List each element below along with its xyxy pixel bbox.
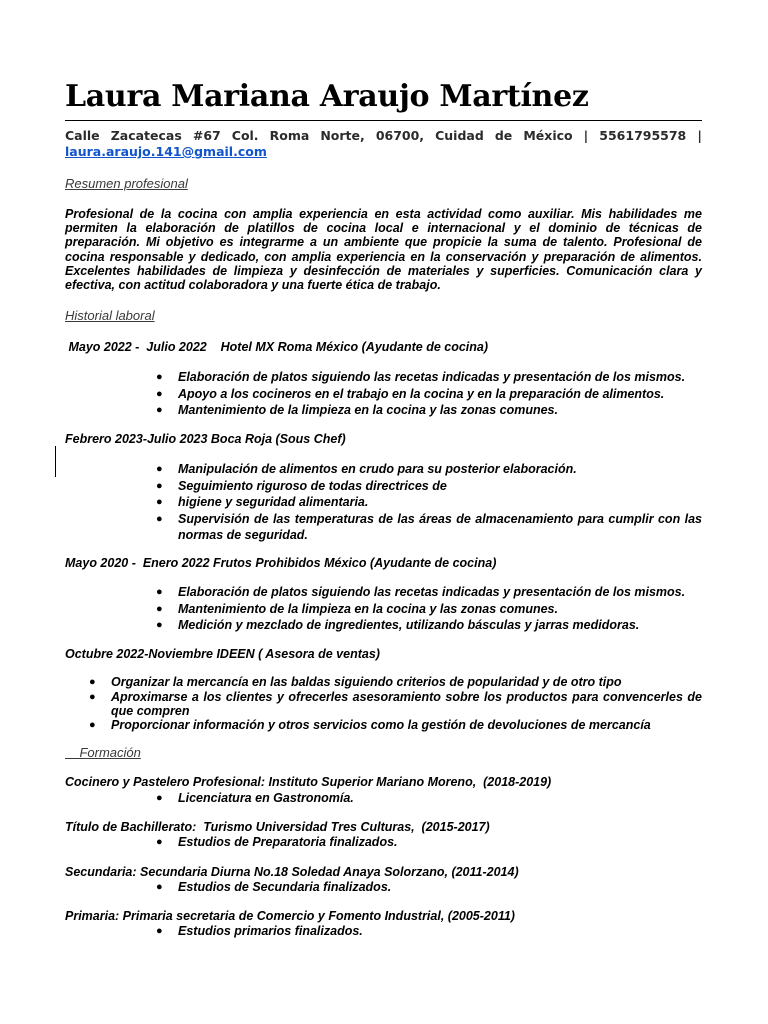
bullet-dot: ● (156, 792, 163, 804)
bullet-dot: ● (156, 496, 163, 508)
job-bullet-list (156, 461, 702, 544)
bullet-dot: ● (156, 586, 163, 598)
contact-word: Cuidad (435, 128, 484, 143)
job-bullet-list (156, 584, 702, 634)
bullet-text: Estudios de Secundaria finalizados. (178, 880, 392, 894)
list-item (156, 584, 702, 601)
contact-word: Col. (231, 128, 259, 143)
bullet-text: Apoyo a los cocineros en el trabajo en la cocina y en la preparación de alimentos. (178, 386, 665, 401)
bullet-dot: ● (156, 836, 163, 848)
contact-word: México (523, 128, 573, 143)
summary-text: Profesional de la cocina con amplia experiencia en esta actividad como auxiliar. Mis habilidades me permiten la elaboración de platillos de cocina local e internacional y el dominio de técnicas de preparación. Mi objetivo es integrarme a un ambiente que propicie la suma de talento. Profesional de cocina responsable y dedicado, con amplia experiencia en la conservación y preparación de alimentos. Excelentes habilidades de limpieza y desinfección de materiales y superficies. Comunicación clara y efectiva, con actitud colaboradora y una fuerte ética de trabajo. (65, 207, 702, 293)
education-bullet-list (156, 834, 702, 851)
history-heading: Historial laboral (65, 308, 155, 323)
bullet-dot: ● (156, 387, 163, 400)
bullet-dot: ● (89, 676, 96, 688)
list-item (156, 386, 702, 403)
contact-separator: | (697, 128, 702, 143)
list-item (89, 675, 702, 689)
bullet-text: Mantenimiento de la limpieza en la cocina y las zonas comunes. (178, 403, 558, 417)
list-item (89, 718, 702, 732)
list-item (156, 461, 702, 478)
bullet-dot: ● (156, 881, 163, 893)
bullet-dot: ● (89, 719, 96, 731)
bullet-dot: ● (156, 512, 163, 525)
education-title: Cocinero y Pastelero Profesional: Instituto Superior Mariano Moreno, (2018-2019) (65, 775, 552, 789)
bullet-text: higiene y seguridad alimentaria. (178, 495, 369, 509)
bullet-text: Manipulación de alimentos en crudo para su posterior elaboración. (178, 462, 577, 476)
bullet-text: Medición y mezclado de ingredientes, utilizando básculas y jarras medidoras. (178, 618, 640, 632)
list-item (156, 923, 702, 940)
contact-word: de (494, 128, 513, 143)
job-title: Octubre 2022-Noviembre IDEEN ( Asesora de ventas) (65, 647, 380, 661)
bullet-dot: ● (156, 371, 163, 383)
contact-word: Zacatecas (110, 128, 182, 143)
list-item (156, 478, 702, 495)
bullet-dot: ● (156, 463, 163, 475)
job-bullet-list (89, 675, 702, 733)
bullet-text: Estudios de Preparatoria finalizados. (178, 835, 398, 849)
contact-word: Norte, (320, 128, 365, 143)
education-bullet-list (156, 923, 702, 940)
summary-heading: Resumen profesional (65, 176, 188, 191)
bullet-text: Licenciatura en Gastronomía. (178, 791, 354, 805)
contact-block (65, 128, 702, 160)
education-title: Secundaria: Secundaria Diurna No.18 Soledad Anaya Solorzano, (2011-2014) (65, 865, 519, 879)
bullet-dot: ● (156, 404, 163, 416)
education-title: Primaria: Primaria secretaria de Comercio y Fomento Industrial, (2005-2011) (65, 909, 515, 923)
bullet-text: Elaboración de platos siguiendo las recetas indicadas y presentación de los mismos. (178, 370, 686, 384)
bullet-text: Proporcionar información y otros servicios como la gestión de devoluciones de mercancía (111, 718, 651, 732)
bullet-dot: ● (156, 602, 163, 615)
list-item (156, 879, 702, 896)
list-item (156, 369, 702, 386)
bullet-dot: ● (156, 619, 163, 631)
job-bullet-list (156, 369, 702, 419)
bullet-dot: ● (89, 690, 96, 703)
education-title: Título de Bachillerato: Turismo Universidad Tres Culturas, (2015-2017) (65, 820, 490, 834)
bullet-text: Elaboración de platos siguiendo las recetas indicadas y presentación de los mismos. (178, 585, 686, 599)
contact-phone: 5561795578 (599, 128, 687, 143)
header-divider (65, 120, 702, 121)
list-item (156, 834, 702, 851)
text-cursor (55, 446, 56, 477)
list-item (156, 617, 702, 634)
contact-word: 06700, (375, 128, 425, 143)
list-item (156, 494, 702, 511)
education-bullet-list (156, 879, 702, 896)
contact-line (65, 128, 702, 144)
bullet-text: Estudios primarios finalizados. (178, 924, 363, 938)
bullet-text: Organizar la mercancía en las baldas siguiendo criterios de popularidad y de otro tipo (111, 675, 622, 689)
list-item (156, 790, 702, 807)
job-title: Febrero 2023-Julio 2023 Boca Roja (Sous Chef) (65, 432, 346, 446)
list-item (89, 689, 702, 718)
contact-word: #67 (192, 128, 221, 143)
education-bullet-list (156, 790, 702, 807)
email-link[interactable]: laura.araujo.141@gmail.com (65, 144, 267, 159)
contact-word: Calle (65, 128, 100, 143)
bullet-dot: ● (156, 925, 163, 937)
contact-word: Roma (269, 128, 310, 143)
bullet-text: Seguimiento riguroso de todas directrices de (178, 478, 447, 493)
bullet-text: Mantenimiento de la limpieza en la cocina y las zonas comunes. (178, 601, 558, 616)
bullet-dot: ● (156, 479, 163, 492)
job-title: Mayo 2020 - Enero 2022 Frutos Prohibidos México (Ayudante de cocina) (65, 556, 497, 570)
bullet-text: Aproximarse a los clientes y ofrecerles asesoramiento sobre los productos para convencerles de que compren (111, 689, 702, 718)
contact-separator: | (583, 128, 589, 143)
job-title: Mayo 2022 - Julio 2022 Hotel MX Roma México (Ayudante de cocina) (65, 340, 489, 354)
list-item (156, 402, 702, 419)
bullet-text: Supervisión de las temperaturas de las áreas de almacenamiento para cumplir con las normas de seguridad. (178, 511, 702, 542)
list-item (156, 601, 702, 618)
resume-name: Laura Mariana Araujo Martínez (65, 79, 589, 114)
list-item (156, 511, 702, 544)
education-heading: Formación (65, 745, 141, 760)
